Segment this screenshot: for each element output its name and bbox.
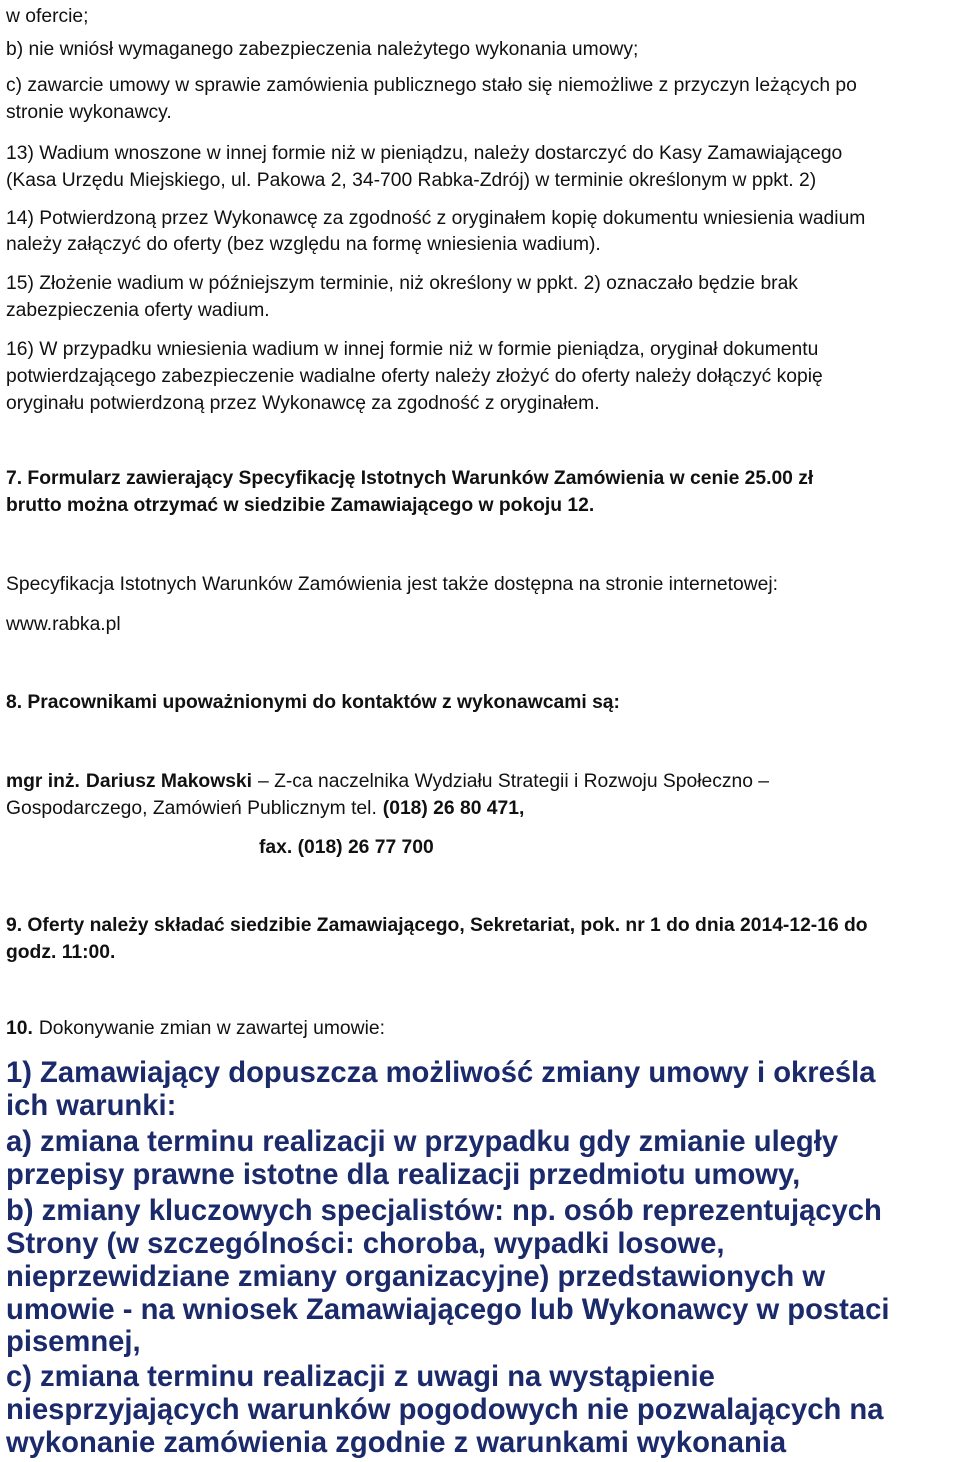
point-14-line1: 14) Potwierdzoną przez Wykonawcę za zgodność z oryginałem kopię dokumentu wniesienia wadium	[6, 208, 866, 229]
changes-line-3: a) zmiana terminu realizacji w przypadku gdy zmianie uległy	[6, 1126, 839, 1158]
changes-line-11: niesprzyjających warunków pogodowych nie pozwalających na	[6, 1394, 884, 1426]
contact-name: Dariusz Makowski	[85, 771, 253, 792]
section-8-heading: 8. Pracownikami upoważnionymi do kontaktów z wykonawcami są:	[6, 692, 620, 713]
contact-line1	[6, 770, 769, 794]
changes-line-1: 1) Zamawiający dopuszcza możliwość zmiany umowy i określa	[6, 1057, 876, 1089]
changes-line-7: nieprzewidziane zmiany organizacyjne) przedstawionych w	[6, 1261, 826, 1293]
point-14-line2: należy załączyć do oferty (bez względu na formę wniesienia wadium).	[6, 234, 601, 255]
point-13-line1: 13) Wadium wnoszone w innej formie niż w pieniądzu, należy dostarczyć do Kasy Zamawiającego	[6, 143, 843, 164]
point-15-line1: 15) Złożenie wadium w późniejszym terminie, niż określony w ppkt. 2) oznaczało będzie brak	[6, 273, 798, 294]
changes-line-12: wykonanie zamówienia zgodnie z warunkami wykonania	[6, 1427, 787, 1459]
contact-role-line1: – Z-ca naczelnika Wydziału Strategii i Rozwoju Społeczno –	[258, 771, 770, 792]
paragraph-c-line1: c) zawarcie umowy w sprawie zamówienia publicznego stało się niemożliwe z przyczyn leżących po	[6, 75, 857, 96]
contact-role-line2: Gospodarczego, Zamówień Publicznym tel.	[6, 798, 377, 819]
paragraph-a-continuation: w ofercie;	[6, 6, 89, 27]
contact-line2	[6, 797, 524, 821]
changes-line-5: b) zmiany kluczowych specjalistów: np. osób reprezentujących	[6, 1195, 882, 1227]
section-7-line1: 7. Formularz zawierający Specyfikację Istotnych Warunków Zamówienia w cenie 25.00 zł	[6, 468, 814, 489]
section-10-number: 10.	[6, 1018, 33, 1039]
changes-line-2: ich warunki:	[6, 1090, 177, 1122]
changes-line-4: przepisy prawne istotne dla realizacji przedmiotu umowy,	[6, 1159, 801, 1191]
changes-line-8: umowie - na wniosek Zamawiającego lub Wykonawcy w postaci	[6, 1294, 890, 1326]
point-16-line2: potwierdzającego zabezpieczenie wadialne oferty należy złożyć do oferty należy dołączyć kopię	[6, 366, 823, 387]
website-link[interactable]: www.rabka.pl	[6, 614, 121, 635]
section-9-line1: 9. Oferty należy składać siedzibie Zamawiającego, Sekretariat, pok. nr 1 do dnia 2014-12-16 do	[6, 915, 868, 936]
paragraph-b: b) nie wniósł wymaganego zabezpieczenia należytego wykonania umowy;	[6, 39, 639, 60]
section-7-line2: brutto można otrzymać w siedzibie Zamawiającego w pokoju 12.	[6, 495, 595, 516]
changes-line-10: c) zmiana terminu realizacji z uwagi na wystąpienie	[6, 1361, 715, 1393]
contact-fax: fax. (018) 26 77 700	[259, 837, 434, 858]
section-10-heading	[6, 1017, 385, 1041]
contact-phone: (018) 26 80 471,	[382, 798, 525, 819]
section-9-line2: godz. 11:00.	[6, 942, 116, 963]
contact-title: mgr inż.	[6, 771, 80, 792]
point-13-line2: (Kasa Urzędu Miejskiego, ul. Pakowa 2, 34-700 Rabka-Zdrój) w terminie określonym w ppkt. 2)	[6, 170, 817, 191]
point-16-line3: oryginału potwierdzoną przez Wykonawcę za zgodność z oryginałem.	[6, 393, 600, 414]
point-15-line2: zabezpieczenia oferty wadium.	[6, 300, 270, 321]
point-16-line1: 16) W przypadku wniesienia wadium w innej formie niż w formie pieniądza, oryginał dokumentu	[6, 339, 819, 360]
section-10-label: Dokonywanie zmian w zawartej umowie:	[38, 1018, 385, 1039]
changes-line-6: Strony (w szczególności: choroba, wypadki losowe,	[6, 1228, 725, 1260]
changes-line-9: pisemnej,	[6, 1326, 141, 1358]
siwz-availability-text: Specyfikacja Istotnych Warunków Zamówienia jest także dostępna na stronie internetowej:	[6, 574, 778, 595]
paragraph-c-line2: stronie wykonawcy.	[6, 102, 172, 123]
